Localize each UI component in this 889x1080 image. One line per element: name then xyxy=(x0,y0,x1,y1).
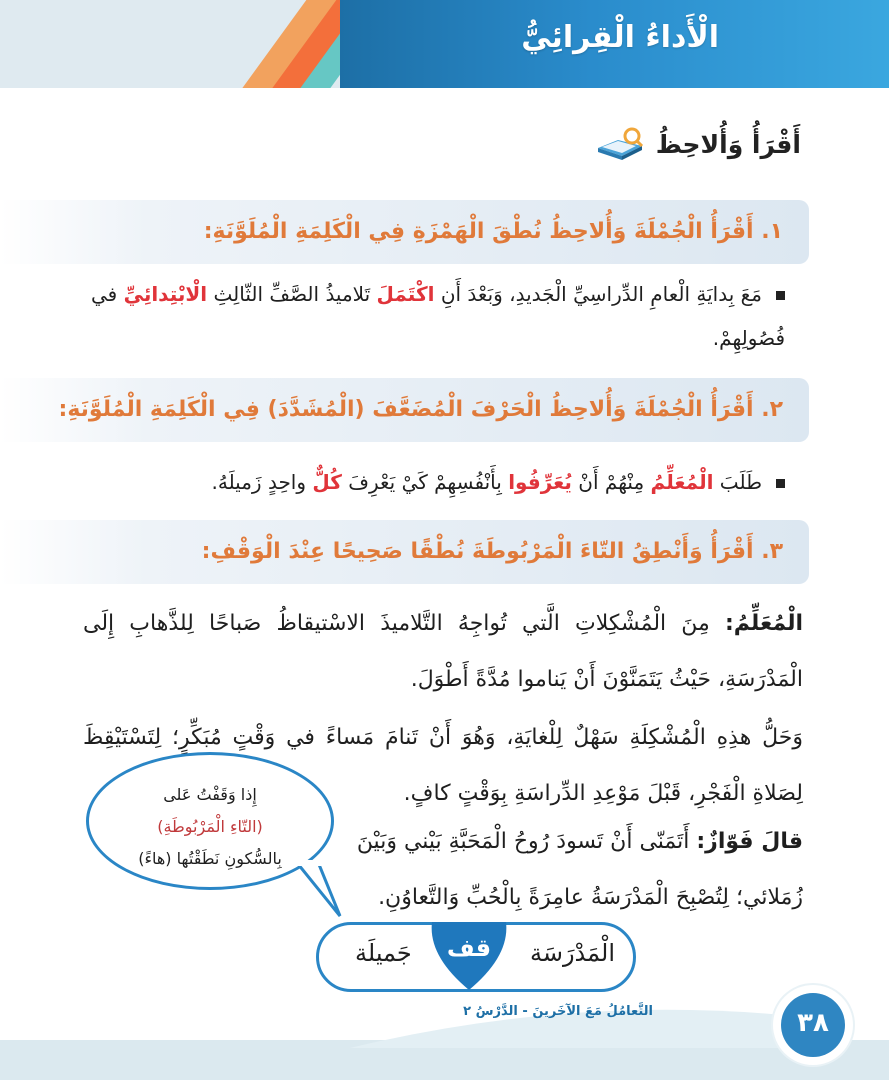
bubble-line-3: بِالسُّكونِ نَطَقْتُها (هاءً) xyxy=(138,849,282,868)
stop-label: قف xyxy=(446,934,492,962)
page-header xyxy=(0,0,889,88)
highlighted-word: الْابْتِدائِيِّ xyxy=(123,282,208,306)
page-number: ٣٨ xyxy=(781,993,845,1057)
teacher-paragraph-2: وَحَلُّ هذِهِ الْمُشْكِلَةِ سَهْلٌ لِلْغايَةِ، وَهُوَ أَنْ تَنامَ مَساءً في وَقْتٍ مُبَكِّرٍ؛ لِتَسْتَيْقِظَ لِصَلاةِ الْفَجْرِ، قَبْلَ مَوْعِدِ الدِّراسَةِ بِوَقْتٍ كافٍ. xyxy=(83,725,803,806)
page-title: الْأَداءُ الْقِرائِيُّ xyxy=(521,20,719,55)
task-3-instruction: ٣. أَقْرَأُ وَأَنْطِقُ التّاءَ الْمَرْبُوطَةَ نُطْقًا صَحِيحًا عِنْدَ الْوَقْفِ: xyxy=(0,520,809,584)
speaker-teacher: الْمُعَلِّمُ: xyxy=(725,611,803,636)
footer-lesson-label: التَّعامُلُ مَعَ الآخَرينَ - الدَّرْسُ ٢ xyxy=(463,1004,653,1019)
bullet-square-icon xyxy=(776,291,785,300)
bubble-line-2: (التّاءِ الْمَرْبُوطَةِ) xyxy=(157,817,263,836)
fawaz-paragraph-line-1: قالَ فَوّازٌ: أَتَمَنّى أَنْ تَسودَ رُوحُ الْمَحَبَّةِ بَيْني وَبَيْنَ xyxy=(356,829,803,854)
fawaz-paragraph-line-2: زُمَلائي؛ لِتُصْبِحَ الْمَدْرَسَةُ عامِرَةً بِالْحُبِّ وَالتَّعاوُنِ. xyxy=(378,885,803,910)
highlighted-word: يُعَرِّفُوا xyxy=(508,470,572,494)
bullet-square-icon xyxy=(776,479,785,488)
highlighted-word: الْمُعَلِّمُ xyxy=(650,470,714,494)
section-heading xyxy=(596,126,801,162)
highlighted-word: كُلٌّ xyxy=(312,470,342,494)
bubble-tail xyxy=(296,860,356,920)
task-2-instruction: ٢. أَقْرَأُ الْجُمْلَةَ وَأُلاحِظُ الْحَرْفَ الْمُضَعَّفَ (الْمُشَدَّدَ) فِي الْكَلِمَةِ الْمُلَوَّنَةِ: xyxy=(0,378,809,442)
reading-book-icon xyxy=(596,126,644,162)
task-1-sentence: مَعَ بِدايَةِ الْعامِ الدِّراسِيِّ الْجَديدِ، وَبَعْدَ أَنِ اكْتَمَلَ تَلاميذُ الصَّفِّ الثّالِثِ الْابْتِدائِيِّ في فُصُولِهِمْ. xyxy=(90,282,785,350)
teacher-paragraph-1: الْمُعَلِّمُ: مِنَ الْمُشْكِلاتِ الَّتي تُواجِهُ التَّلاميذَ الاسْتيقاظُ صَباحًا لِلذَّهابِ إِلَى الْمَدْرَسَةِ، حَيْثُ يَتَمَنَّوْنَ أَنْ يَناموا مُدَّةً أَطْوَلَ. xyxy=(83,611,803,692)
example-word-beautiful: جَميلَة xyxy=(355,939,412,967)
speaker-fawaz: قالَ فَوّازٌ: xyxy=(696,829,803,854)
section-title: أَقْرَأُ وَأُلاحِظُ xyxy=(655,129,801,159)
bubble-line-1: إِذا وَقَفْتُ عَلى xyxy=(163,785,257,804)
task-2-sentence: طَلَبَ الْمُعَلِّمُ مِنْهُمْ أَنْ يُعَرِّفُوا بِأَنْفُسِهِمْ كَيْ يَعْرِفَ كُلٌّ واحِدٍ زَميلَهُ. xyxy=(85,460,785,504)
task-1-instruction: ١. أَقْرَأُ الْجُمْلَةَ وَأُلاحِظُ نُطْقَ الْهَمْزَةِ فِي الْكَلِمَةِ الْمُلَوَّنَةِ: xyxy=(0,200,809,264)
highlighted-word: اكْتَمَلَ xyxy=(376,282,435,306)
example-word-school: الْمَدْرَسَة xyxy=(529,939,615,967)
